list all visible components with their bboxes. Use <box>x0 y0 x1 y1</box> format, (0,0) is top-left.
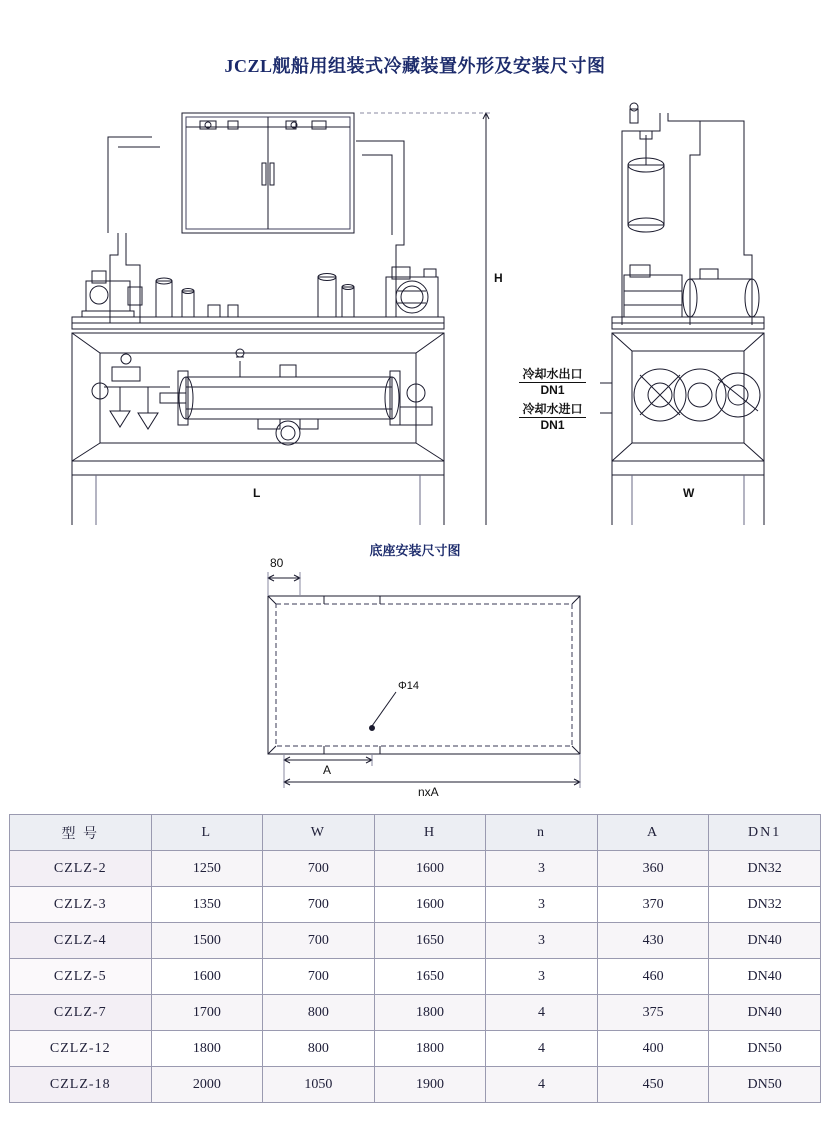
col-header-a: A <box>597 815 709 851</box>
cell-dn1: DN32 <box>709 851 821 887</box>
cell-dn1: DN40 <box>709 995 821 1031</box>
cell-l: 1350 <box>151 887 263 923</box>
cell-model: CZLZ-2 <box>10 851 152 887</box>
cell-n: 3 <box>486 851 598 887</box>
base-diagram-title: 底座安装尺寸图 <box>369 543 461 558</box>
cell-a: 370 <box>597 887 709 923</box>
cell-n: 3 <box>486 923 598 959</box>
cell-h: 1650 <box>374 923 486 959</box>
cell-l: 1800 <box>151 1031 263 1067</box>
base-mounting-drawing <box>0 556 830 800</box>
table-row <box>10 959 821 995</box>
col-header-w: W <box>263 815 375 851</box>
cell-model: CZLZ-3 <box>10 887 152 923</box>
col-header-dn1: DN1 <box>709 815 821 851</box>
cell-dn1: DN50 <box>709 1031 821 1067</box>
cell-model: CZLZ-7 <box>10 995 152 1031</box>
cell-h: 1800 <box>374 1031 486 1067</box>
cooling-water-inlet-callout <box>505 402 600 433</box>
col-header-n: n <box>486 815 598 851</box>
cell-a: 460 <box>597 959 709 995</box>
cell-h: 1600 <box>374 887 486 923</box>
table-row <box>10 1031 821 1067</box>
cooling-water-outlet-callout <box>505 367 600 398</box>
hole-diameter-label: Φ14 <box>398 680 420 692</box>
cell-a: 400 <box>597 1031 709 1067</box>
cell-l: 1600 <box>151 959 263 995</box>
table-row <box>10 851 821 887</box>
main-drawing-svg <box>0 95 830 525</box>
table-row <box>10 1067 821 1103</box>
cell-h: 1900 <box>374 1067 486 1103</box>
cell-w: 1050 <box>263 1067 375 1103</box>
base-offset-label: 80 <box>270 556 284 570</box>
col-header-model: 型 号 <box>10 815 152 851</box>
table-row <box>10 995 821 1031</box>
cell-model: CZLZ-4 <box>10 923 152 959</box>
cell-w: 700 <box>263 851 375 887</box>
cell-a: 450 <box>597 1067 709 1103</box>
main-drawing <box>0 95 830 525</box>
cell-n: 4 <box>486 995 598 1031</box>
col-header-l: L <box>151 815 263 851</box>
col-header-h: H <box>374 815 486 851</box>
cell-a: 360 <box>597 851 709 887</box>
cooling-water-outlet-label: 冷却水出口 <box>522 367 583 381</box>
cell-w: 700 <box>263 923 375 959</box>
cell-l: 1700 <box>151 995 263 1031</box>
cell-w: 700 <box>263 887 375 923</box>
cell-n: 4 <box>486 1031 598 1067</box>
cell-model: CZLZ-18 <box>10 1067 152 1103</box>
table-header-row <box>10 815 821 851</box>
cell-dn1: DN40 <box>709 959 821 995</box>
cell-h: 1650 <box>374 959 486 995</box>
table-row <box>10 887 821 923</box>
pitch-nxa-label: nxA <box>418 785 439 799</box>
cell-w: 800 <box>263 1031 375 1067</box>
page-title: JCZL舰船用组装式冷藏装置外形及安装尺寸图 <box>224 56 606 76</box>
cell-l: 1500 <box>151 923 263 959</box>
cell-n: 4 <box>486 1067 598 1103</box>
cooling-water-inlet-label: 冷却水进口 <box>522 402 583 416</box>
cell-a: 375 <box>597 995 709 1031</box>
cell-l: 1250 <box>151 851 263 887</box>
cell-w: 800 <box>263 995 375 1031</box>
dimension-label-l: L <box>253 486 261 500</box>
cell-n: 3 <box>486 959 598 995</box>
cell-dn1: DN50 <box>709 1067 821 1103</box>
pitch-a-label: A <box>323 763 332 777</box>
cooling-water-inlet-dn: DN1 <box>519 417 586 433</box>
cell-l: 2000 <box>151 1067 263 1103</box>
dimension-label-h: H <box>494 271 503 285</box>
cell-n: 3 <box>486 887 598 923</box>
dimension-label-w: W <box>683 486 695 500</box>
cell-w: 700 <box>263 959 375 995</box>
cell-model: CZLZ-5 <box>10 959 152 995</box>
cell-dn1: DN32 <box>709 887 821 923</box>
specification-table <box>9 814 821 1103</box>
cell-dn1: DN40 <box>709 923 821 959</box>
cell-model: CZLZ-12 <box>10 1031 152 1067</box>
cooling-water-outlet-dn: DN1 <box>519 382 586 398</box>
cell-h: 1600 <box>374 851 486 887</box>
cell-a: 430 <box>597 923 709 959</box>
table-row <box>10 923 821 959</box>
cell-h: 1800 <box>374 995 486 1031</box>
